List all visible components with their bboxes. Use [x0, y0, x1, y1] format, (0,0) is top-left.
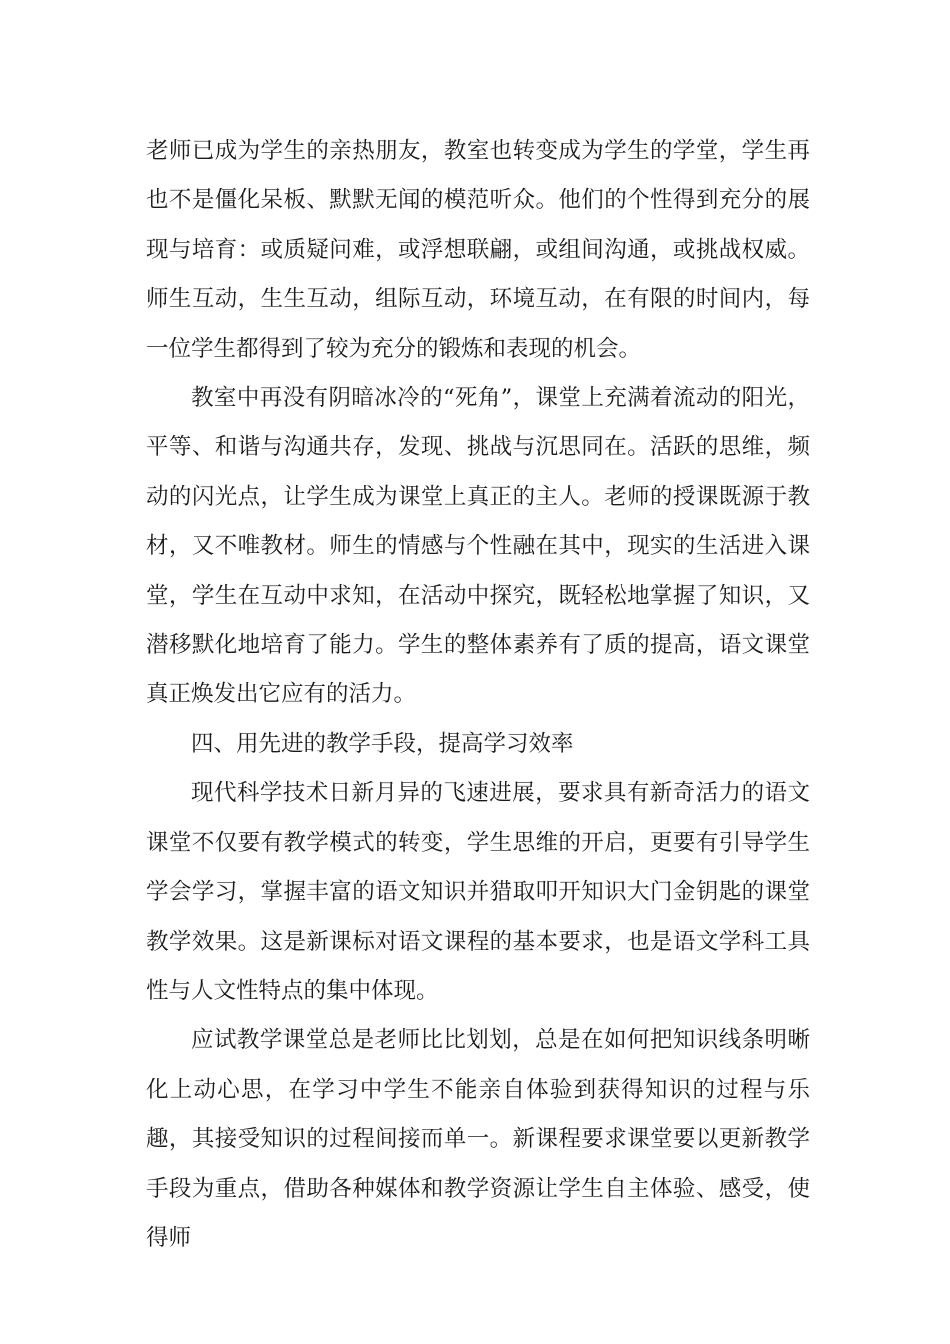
section-heading-four: 四、用先进的教学手段，提高学习效率: [191, 730, 574, 757]
paragraph-classroom-atmosphere: 教室中再没有阴暗冰冷的“死角”，课堂上充满着流动的阳光，平等、和谐与沟通共存，发现、挑战与沉思同在。活跃的思维，频动的闪光点，让学生成为课堂上真正的主人。老师的授课既源于教材，又不唯教材。师生的情感与个性融在其中，现实的生活进入课堂，学生在互动中求知，在活动中探究，既轻松地掌握了知识，又潜移默化地培育了能力。学生的整体素养有了质的提高，语文课堂真正焕发出它应有的活力。: [146, 385, 810, 708]
paragraph-modern-technology: 现代科学技术日新月异的飞速进展，要求具有新奇活力的语文课堂不仅要有教学模式的转变，学生思维的开启，更要有引导学生学会学习，掌握丰富的语文知识并猎取叩开知识大门金钥匙的课堂教学效果。这是新课标对语文课程的基本要求，也是语文学科工具性与人文性特点的集中体现。: [146, 780, 810, 1004]
document-body: [146, 127, 810, 1263]
paragraph-exam-oriented-teaching: 应试教学课堂总是老师比比划划，总是在如何把知识线条明晰化上动心思，在学习中学生不能亲自体验到获得知识的过程与乐趣，其接受知识的过程间接而单一。新课程要求课堂要以更新教学手段为重点，借助各种媒体和教学资源让学生自主体验、感受，使得师: [146, 1027, 810, 1251]
paragraph-continuation: 老师已成为学生的亲热朋友，教室也转变成为学生的学堂，学生再也不是僵化呆板、默默无闻的模范听众。他们的个性得到充分的展现与培育：或质疑问难，或浮想联翩，或组间沟通，或挑战权威。师生互动，生生互动，组际互动，环境互动，在有限的时间内，每一位学生都得到了较为充分的锻炼和表现的机会。: [146, 138, 810, 362]
